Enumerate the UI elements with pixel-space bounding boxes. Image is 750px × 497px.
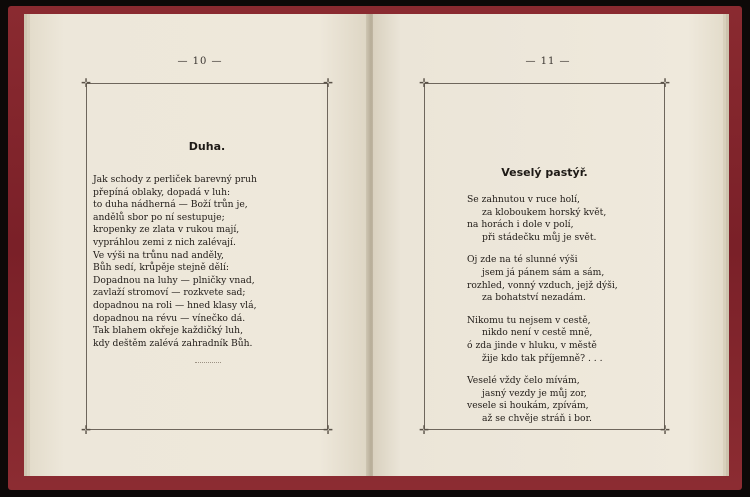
poem-line: kropenky ze zlata v rukou mají, [93, 224, 240, 236]
poem-line: na horách i dole v polí, [467, 219, 574, 231]
ornamental-frame [418, 76, 671, 437]
left-page [30, 14, 370, 476]
poem-line: jasný vezdy je můj zor, [482, 387, 587, 399]
corner-ornament-icon: ✛ [80, 76, 92, 90]
poem-line: při stádečku můj je svět. [482, 231, 597, 243]
corner-ornament-icon: ✛ [659, 423, 671, 437]
page-number: — 10 — [177, 56, 223, 67]
stanza-gap [467, 305, 618, 315]
poem-line: Tak blahem okřeje každičký luh, [93, 325, 244, 337]
poem-line: žije kdo tak příjemně? . . . [482, 352, 603, 364]
poem-line: přepíná oblaky, dopadá v luh: [93, 186, 231, 198]
poem-line: Bůh sedí, krůpěje stejně dělí: [93, 262, 229, 274]
ornamental-frame [80, 76, 334, 437]
poem-line: ó zda jinde v hluku, v městě [467, 339, 597, 351]
stanza-gap [467, 365, 618, 375]
poem-line: nikdo není v cestě mně, [482, 327, 593, 339]
poem-line: Veselé vždy čelo mívám, [467, 375, 580, 387]
right-page [373, 14, 723, 476]
poem-line: Jak schody z perliček barevný pruh [93, 174, 257, 185]
poem-line: Oj zde na té slunné výši [467, 254, 578, 266]
poem-line: Se zahnutou v ruce holí, [467, 194, 580, 205]
corner-ornament-icon: ✛ [418, 76, 430, 90]
poem-line: za kloboukem horský květ, [482, 206, 607, 218]
corner-ornament-icon: ✛ [322, 76, 334, 90]
poem-line: to duha nádherná — Boží trůn je, [93, 199, 248, 211]
poem-line: dopadnou na roli — hned klasy vlá, [93, 299, 257, 311]
stanza-gap [467, 244, 618, 254]
poem-text [467, 194, 618, 426]
poem-line: jsem já pánem sám a sám, [482, 266, 605, 278]
poem-title: Veselý pastýř. [501, 166, 588, 179]
poem-line: andělů sbor po ní sestupuje; [93, 211, 225, 223]
poem-line: až se chvěje stráň i bor. [482, 412, 592, 424]
poem-line: zavlaží stromoví — rozkvete sad; [93, 287, 246, 299]
poem-line: Dopadnou na luhy — plničky vnad, [93, 274, 255, 286]
poem-line: Ve výši na trůnu nad anděly, [93, 249, 224, 261]
page-number: — 11 — [525, 56, 571, 67]
corner-ornament-icon: ✛ [418, 423, 430, 437]
poem-line: Nikomu tu nejsem v cestě, [467, 314, 591, 326]
poem-line: dopadnou na révu — vínečko dá. [93, 312, 246, 324]
poem-line: vesele si houkám, zpívám, [467, 400, 589, 412]
corner-ornament-icon: ✛ [659, 76, 671, 90]
corner-ornament-icon: ✛ [322, 423, 334, 437]
poem-title: Duha. [188, 140, 226, 153]
closing-rule [195, 362, 221, 364]
poem-line: rozhled, vonný vzduch, jejž dýši, [467, 279, 618, 291]
poem-text [93, 174, 257, 350]
poem-line: vypráhlou zemi z nich zalévají. [93, 236, 236, 248]
poem-line: za bohatství nezadám. [482, 292, 586, 304]
poem-line: kdy deštěm zalévá zahradník Bůh. [93, 337, 253, 349]
corner-ornament-icon: ✛ [80, 423, 92, 437]
